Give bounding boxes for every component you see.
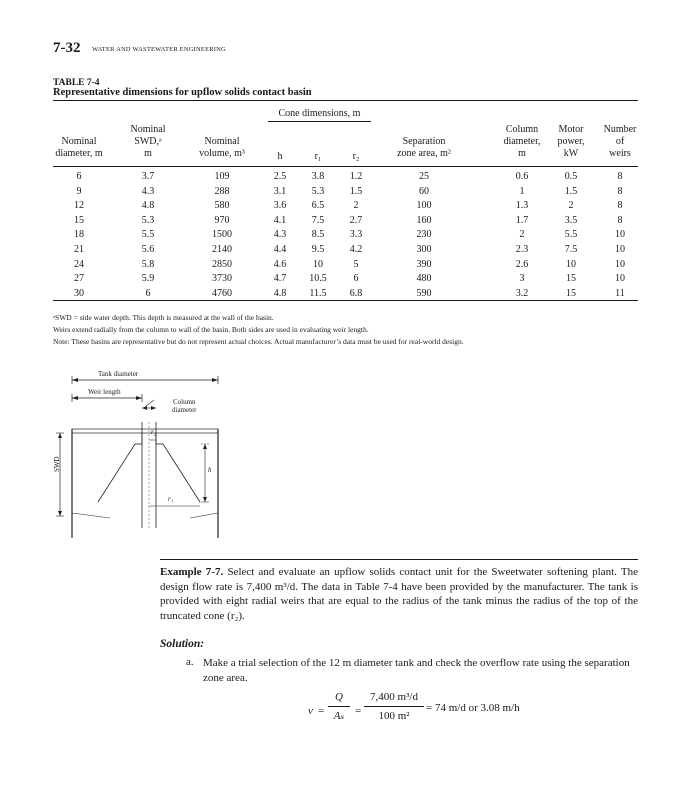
cone-right-edge — [163, 444, 200, 502]
table-cell: 580 — [214, 200, 230, 212]
r1-label: r₁ — [168, 495, 174, 503]
table-cell: 3.3 — [349, 229, 363, 241]
col-header-column-diameter: Column diameter, m — [503, 124, 541, 159]
table-cell: 10 — [615, 244, 625, 255]
col-header-r2: r₂ — [352, 151, 360, 162]
table-cell: 3.2 — [515, 287, 529, 299]
table-cell: 9 — [76, 185, 82, 197]
table-cell: 6.8 — [349, 287, 363, 299]
table-cell: 6 — [76, 171, 82, 182]
eq-frac2-bar — [364, 706, 424, 707]
table-cell: 7.5 — [564, 244, 578, 255]
table-cell: 5.9 — [141, 273, 155, 285]
table-cell: 2.3 — [515, 244, 529, 255]
footnote-weirs: Weirs extend radially from the column to wall of the basin. Both sides are used in evaluating weir length. — [53, 325, 369, 334]
eq-equals-1: = — [318, 705, 325, 717]
table-cell: 390 — [416, 258, 432, 270]
table-cell: 2.7 — [349, 214, 363, 226]
table-cell: 60 — [419, 185, 429, 197]
step-label: a. — [186, 656, 194, 668]
table-cell: 4760 — [212, 287, 232, 299]
table-cell: 2.6 — [515, 258, 529, 270]
weir-length-label: Weir length — [88, 388, 121, 396]
swd-label: SWD — [53, 456, 61, 472]
table-cell: 5.5 — [141, 229, 155, 241]
eq-equals-2: = — [355, 705, 362, 717]
table-cell: 8.5 — [311, 229, 325, 241]
table-cell: 8 — [617, 214, 623, 226]
table-cell: 2 — [568, 200, 574, 212]
running-head: WATER AND WASTEWATER ENGINEERING — [92, 46, 226, 53]
table-cell: 590 — [416, 287, 432, 299]
table-cell: 100 — [416, 200, 432, 212]
table-title: Representative dimensions for upflow solids contact basin — [53, 87, 312, 98]
table-cell: 4.3 — [273, 229, 287, 241]
table-cell: 3.6 — [273, 200, 287, 212]
tank-diameter-label: Tank diameter — [98, 370, 139, 378]
table-cell: 2850 — [212, 258, 232, 270]
table-cell: 25 — [419, 171, 429, 182]
eq-frac1-bar — [328, 706, 350, 707]
table-cell: 12 — [74, 200, 84, 212]
table-cell: 0.6 — [515, 171, 529, 182]
r2-label: r₂ — [151, 428, 157, 436]
table-cell: 21 — [74, 244, 84, 255]
table-cell: 1500 — [212, 229, 232, 241]
step-text: Make a trial selection of the 12 m diameter tank and check the overflow rate using the separation zone area. — [203, 657, 630, 684]
table-cell: 2.5 — [273, 171, 287, 182]
example-paragraph — [160, 565, 638, 623]
header-rule — [53, 166, 638, 167]
eq-frac1-denominator: Aₛ — [333, 710, 345, 722]
table-cell: 4.8 — [141, 200, 155, 212]
table-cell: 15 — [566, 287, 576, 299]
table-cell: 7.5 — [311, 214, 325, 226]
cone-dimensions-header: Cone dimensions, m — [278, 108, 361, 119]
h-label: h — [208, 466, 212, 474]
col-header-motor-power: Motor power, kW — [557, 124, 585, 159]
col-header-h: h — [277, 151, 283, 162]
table-cell: 109 — [214, 171, 230, 182]
table-cell: 4.4 — [273, 244, 287, 255]
table-cell: 8 — [617, 185, 623, 197]
table-cell: 2140 — [212, 244, 232, 255]
table-bottom-rule — [53, 300, 638, 301]
table-cell: 5.3 — [141, 214, 155, 226]
table-cell: 15 — [74, 214, 84, 226]
table-cell: 10 — [615, 258, 625, 270]
table-cell: 5.5 — [564, 229, 578, 241]
table-cell: 2 — [519, 229, 525, 241]
table-cell: 6.5 — [311, 200, 325, 212]
column-diameter-label: Column diameter — [172, 398, 197, 414]
table-cell: 3.1 — [273, 185, 287, 197]
table-cell: 3.8 — [311, 171, 325, 182]
table-cell: 18 — [74, 229, 84, 241]
table-cell: 1.2 — [349, 171, 363, 182]
table-cell: 3730 — [212, 273, 232, 285]
table-cell: 3.7 — [141, 171, 155, 182]
table-cell: 30 — [74, 287, 84, 299]
table-cell: 10 — [615, 273, 625, 285]
table-cell: 6 — [353, 273, 359, 285]
table-cell: 4.3 — [141, 185, 155, 197]
example-top-rule — [160, 559, 638, 560]
eq-frac2-denominator: 100 m² — [378, 710, 410, 722]
eq-frac1-numerator: Q — [335, 691, 343, 703]
weir-trough — [72, 429, 218, 433]
table-cell: 230 — [416, 229, 432, 241]
table-cell: 1.3 — [515, 200, 529, 212]
table-cell: 1.5 — [349, 185, 363, 197]
footnote-note: Note: These basins are representative but do not represent actual choices. Actual manufacturer’s data must be used for real-world design. — [53, 337, 464, 346]
table-cell: 11 — [615, 287, 625, 299]
table-cell: 300 — [416, 244, 432, 255]
table-cell: 4.6 — [273, 258, 287, 270]
eq-lhs: v — [308, 705, 313, 717]
table-cell: 15 — [566, 273, 576, 285]
table-cell: 288 — [214, 185, 230, 197]
table-cell: 10 — [313, 258, 323, 270]
table-cell: 4.2 — [349, 244, 363, 255]
table-cell: 24 — [74, 258, 84, 270]
cone-group-rule — [268, 121, 371, 122]
example-text: Select and evaluate an upflow solids contact unit for the Sweetwater softening plant. The design flow rate is 7,400 m³/d. The data in Table 7-4 have been provided by the manufacturer. The tank is provided with eight radial weirs that are equal to the radius of the tank minus the radius of the top of the truncated cone (r₂). — [160, 566, 639, 622]
table-cell: 1.7 — [515, 214, 529, 226]
col-header-nominal-diameter: Nominal diameter, m — [55, 136, 103, 159]
table-cell: 3 — [519, 273, 525, 285]
table-cell: 4.7 — [273, 273, 287, 285]
col-header-swd: Nominal SWD,ᵃ m — [130, 124, 166, 159]
table-cell: 0.5 — [564, 171, 578, 182]
table-cell: 1.5 — [564, 185, 578, 197]
table-cell: 970 — [214, 214, 230, 226]
table-cell: 10 — [566, 258, 576, 270]
table-cell: 3.5 — [564, 214, 578, 226]
footnote-swd: ᵃSWD = side water depth. This depth is measured at the wall of the basin. — [53, 313, 274, 322]
basin-diagram — [50, 368, 250, 538]
table-cell: 10 — [615, 229, 625, 241]
table-cell: 2 — [353, 200, 359, 212]
table-cell: 8 — [617, 200, 623, 212]
table-cell: 5 — [353, 258, 359, 270]
col-header-number-of-weirs: Number of weirs — [603, 124, 637, 159]
table-cell: 6 — [145, 287, 151, 299]
eq-frac2-numerator: 7,400 m³/d — [370, 691, 418, 703]
table-cell: 27 — [74, 273, 84, 285]
table-cell: 9.5 — [311, 244, 325, 255]
table-cell: 5.8 — [141, 258, 155, 270]
eq-result: = 74 m/d or 3.08 m/h — [426, 702, 520, 714]
table-cell: 10.5 — [309, 273, 327, 285]
table-top-rule — [53, 100, 638, 101]
table-cell: 5.3 — [311, 185, 325, 197]
table-cell: 480 — [416, 273, 432, 285]
cone-left-edge — [98, 444, 135, 502]
table-cell: 11.5 — [309, 287, 327, 299]
page-number: 7-32 — [53, 40, 81, 56]
table-cell: 1 — [519, 185, 525, 197]
table-cell: 8 — [617, 171, 623, 182]
table-label: TABLE 7-4 — [53, 78, 100, 88]
table-cell: 4.8 — [273, 287, 287, 299]
col-header-separation-area: Separation zone area, m² — [397, 136, 451, 159]
table-cell: 5.6 — [141, 244, 155, 255]
table-cell: 160 — [416, 214, 432, 226]
table-cell: 4.1 — [273, 214, 287, 226]
col-header-r1: r₁ — [314, 151, 322, 162]
col-header-volume: Nominal volume, m³ — [199, 136, 245, 159]
solution-heading: Solution: — [160, 638, 205, 650]
example-label: Example 7-7. — [160, 566, 224, 578]
